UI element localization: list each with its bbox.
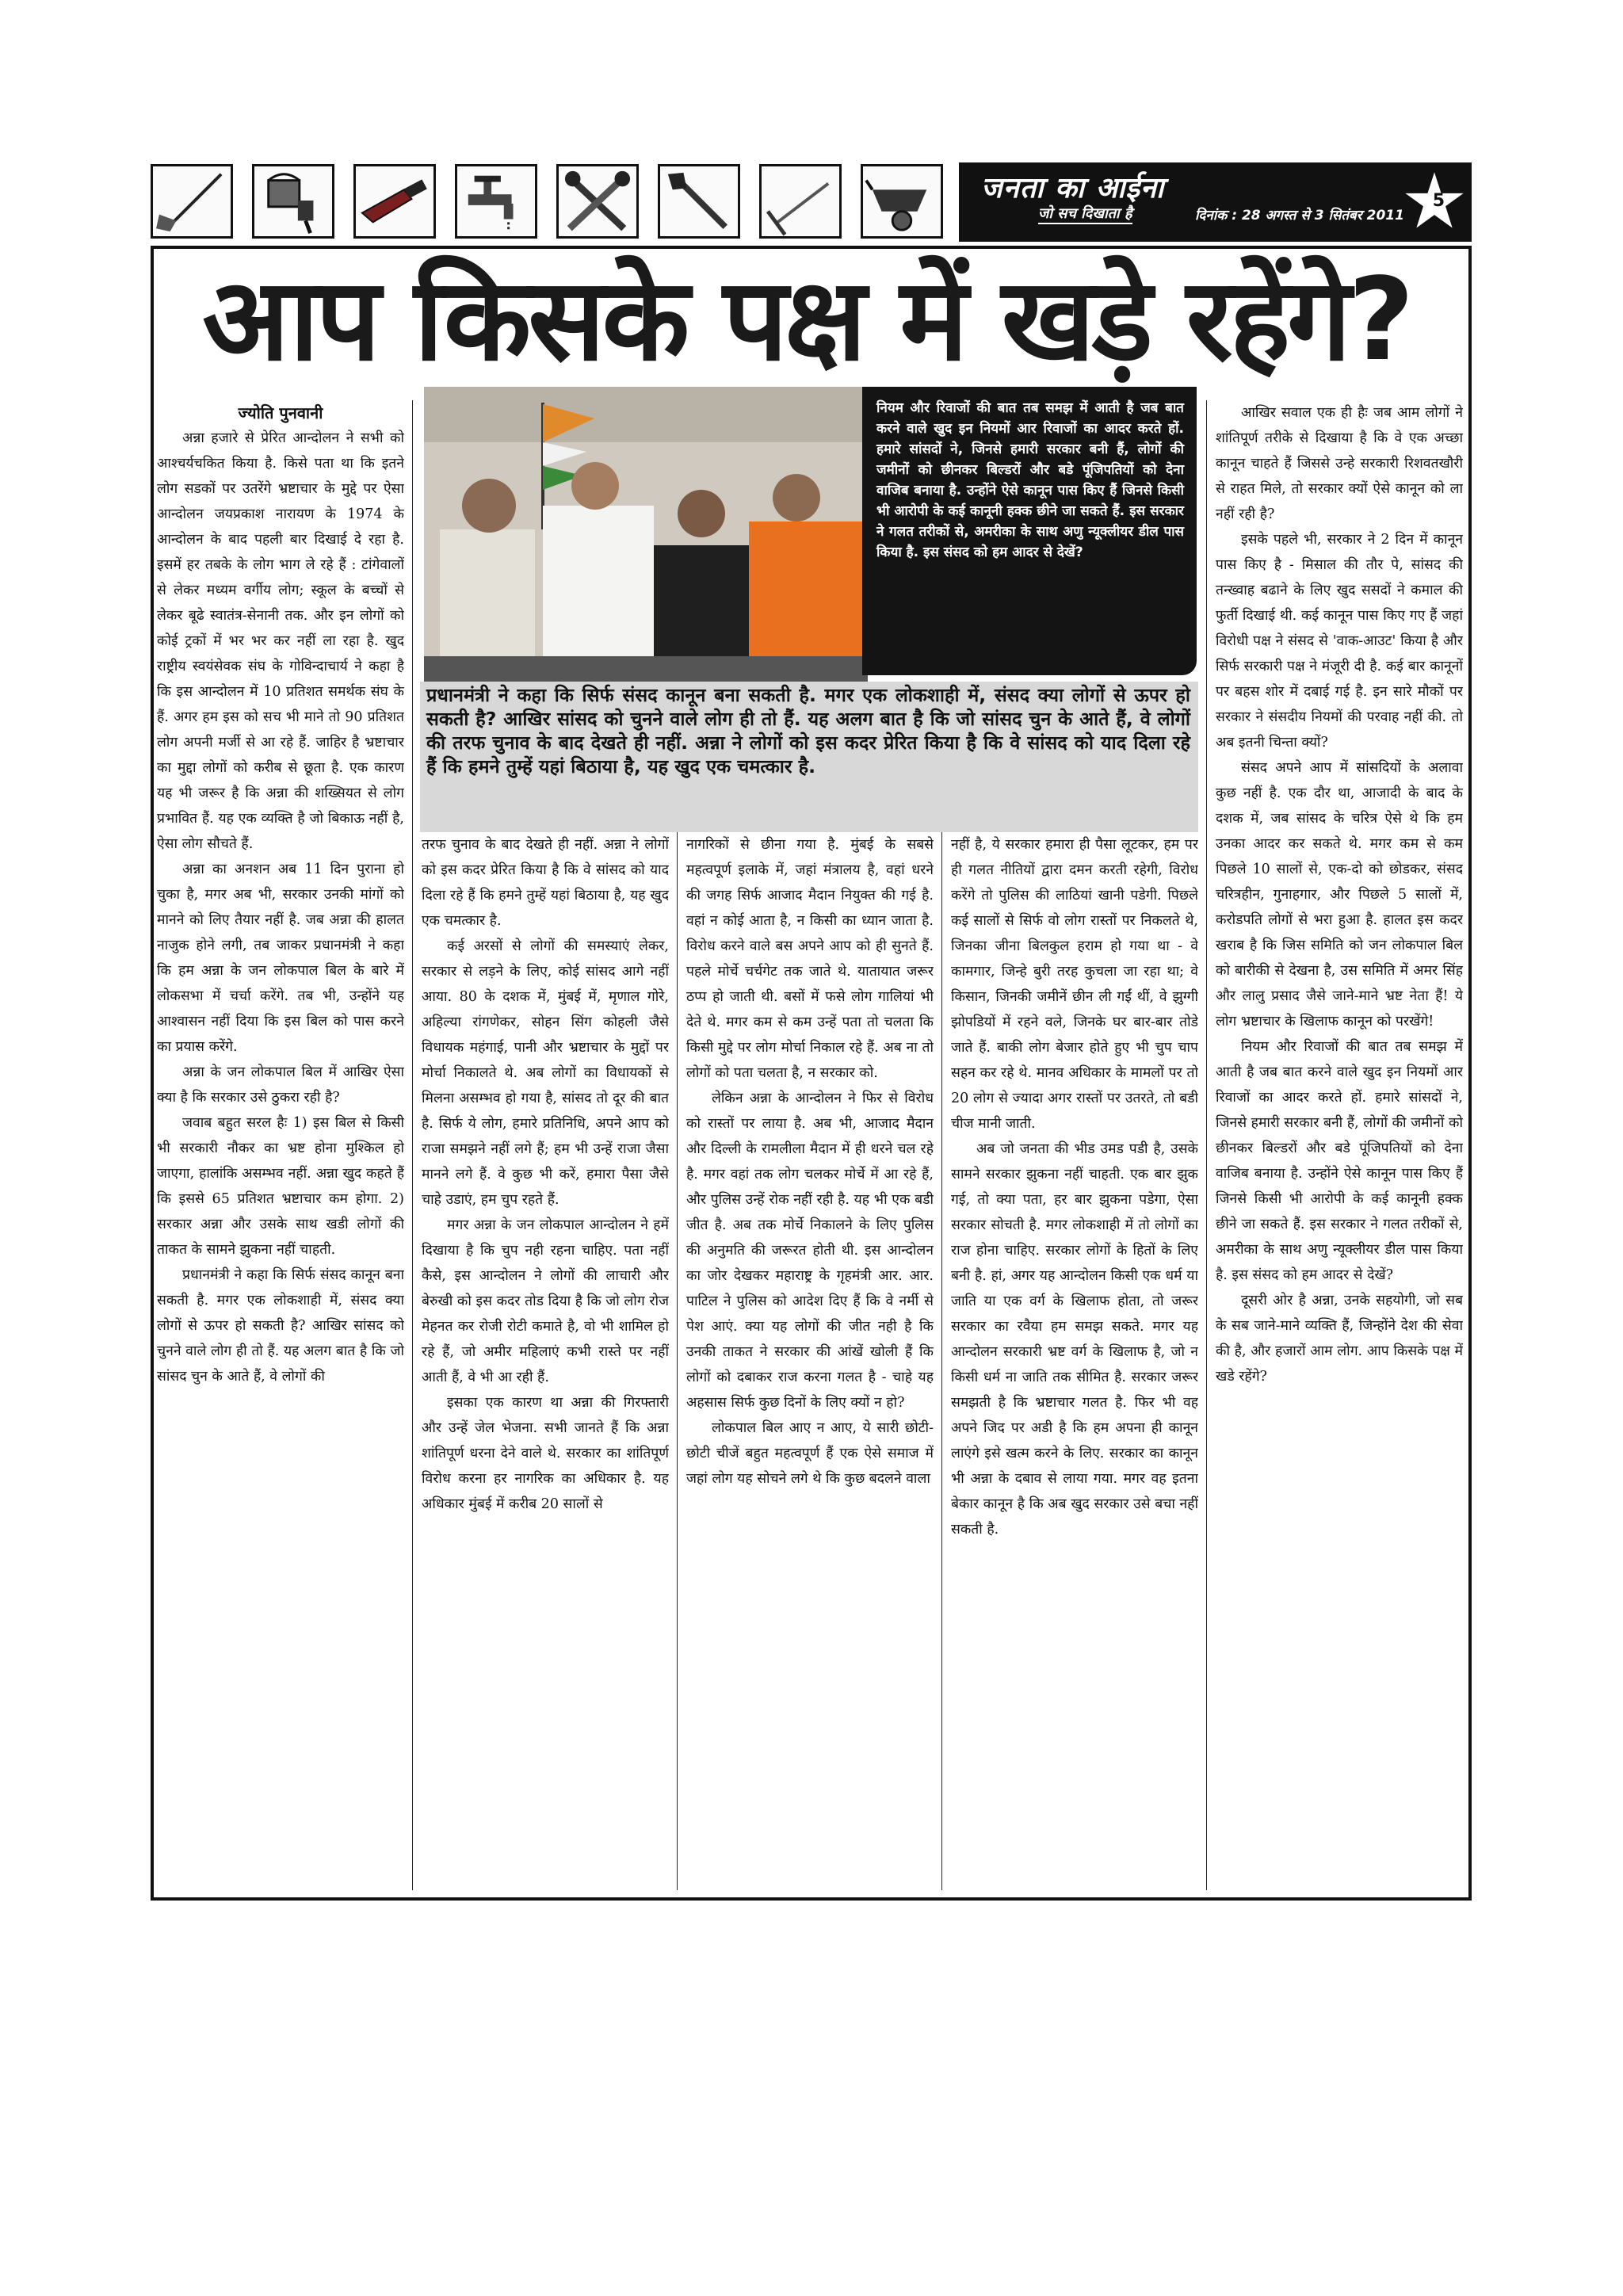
rake-icon [759,164,842,239]
paragraph: दूसरी ओर है अन्ना, उनके सहयोगी, जो सब के सब जाने-माने व्यक्ति हैं, जिन्होंने देश की सेवा की है, और हजारों आम लोग. आप किसके पक्ष में खडे रहेंगे? [1216,1293,1463,1385]
page-header [151,162,1472,242]
paragraph: इसके पहले भी, सरकार ने 2 दिन में कानून पास किए है - मिसाल की तौर पे, सांसद की तन्ख्वाह बढाने के लिए खुद ससदों ने कमाल की फुर्ती दिखाई थी. कई कानून पास किए गए हैं जहां विरोधी पक्ष ने संसद से 'वाक-आउट' किया है और सिर्फ सरकारी पक्ष ने मंजूरी दी है. कई बार कानूनों पर बहस शोर में दबाई गई है. इन सारे मौकों पर सरकार ने संसदीय नियमों की परवाह नहीं की. तो अब इतनी चिन्ता क्यों? [1216,532,1463,751]
issue-date: दिनांक : 28 अगस्त से 3 सितंबर 2011 [1195,208,1404,223]
paragraph: नियम और रिवाजों की बात तब समझ में आती है जब बात करने वाले खुद इन नियमों आर रिवाजों का आदर करते हों. हमारे सांसदों ने, जिनसे हमारी सरकार बनी हैं, लोगों की जमीनों को छीनकर बिल्डरों और बडे पूंजिपतियों को देना वाजिब बनाया है. उन्होंने ऐसे कानून पास किए हैं जिनसे किसी भी आरोपी के कई कानूनी हक्क छीने जा सकते हैं. इस सरकार ने गलत तरीकों से, अमरीका के साथ अणु न्यूक्लीयर डील पास किया है. इस संसद को हम आदर से देखें? [1216,1039,1463,1283]
paragraph: आखिर सवाल एक ही हैः जब आम लोगों ने शांतिपूर्ण तरीके से दिखाया है कि वे एक अच्छा कानून चाहते हैं जिससे उन्हे सरकारी रिशवतखौरी से राहत मिले, तो सरकार क्यों ऐसे कानून को ला नहीं रही है? [1216,405,1463,522]
callout-box: नियम और रिवाजों की बात तब समझ में आती है जब बात करने वाले खुद इन नियमों आर रिवाजों का आदर करते हों. हमारे सांसदों ने, जिनसे हमारी सरकार बनी हैं, लोगों की जमीनों को छीनकर बिल्डरों और बडे पूंजिपतियों को देना वाजिब बनाया है. उन्होंने ऐसे कानून पास किए हैं जिनसे किसी भी आरोपी के कई कानूनी हक्क छीने जा सकते हैं. इस सरकार ने गलत तरीकों से, अमरीका के साथ अणु न्यूक्लीयर डील पास किया है. इस संसद को हम आदर से देखें? [862,387,1197,675]
column-divider [1206,400,1207,1890]
paragraph: कई अरसों से लोगों की समस्याएं लेकर, सरकार से लड़ने के लिए, कोई सांसद आगे नहीं आया. 80 के दशक में, मुंबई में, मृणाल गोरे, अहिल्या रांगणेकर, सोहन सिंग कोहली जैसे विधायक महंगाई, पानी और भ्रष्टाचार के मुद्दों पर मोर्चा निकालते थे. अब लोगों का विधायकों से मिलना असम्भव हो गया है, सांसद तो दूर की बात है. सिर्फ ये लोग, हमारे प्रतिनिधि, अपने आप को राजा समझने नहीं लगे हैं; हम भी उन्हें राजा जैसा मानने लगे हैं. वे कुछ भी करें, हमारा पैसा जैसे चाहे उडाएं, हम चुप रहते हैं. [422,938,669,1208]
hoe-icon [151,164,233,239]
column-divider [412,400,413,1890]
article-column-2 [422,832,669,1890]
paragraph: अन्ना के जन लोकपाल बिल में आखिर ऐसा क्या है कि सरकार उसे ठुकरा रही है? [157,1064,404,1106]
newspaper-tagline: जो सच दिखाता है [1038,204,1132,224]
crossed-tools-icon [556,164,639,239]
masthead [959,162,1472,242]
paragraph: नहीं है, ये सरकार हमारा ही पैसा लूटकर, हम पर ही गलत नीतियों द्वारा दमन करती रहेगी, विरोध करेंगे तो पुलिस की लाठियां खानी पडेगी. पिछले कई सालों से सिर्फ वो लोग रास्तों पर निकलते थे, जिनका जीना बिलकुल हराम हो गया था - वे कामगार, जिन्हे बुरी तरह कुचला जा रहा था; वे किसान, जिनकी जमीनें छीन ली गईं थीं, वे झुग्गी झोपडियों में रहने वले, जिनके घर बार-बार तोडे जाते हैं. बाकी लोग बेजार होते हुए भी चुप चाप सहन कर रहे थे. मानव अधिकार के मामलों पर तो 20 लोग से ज्यादा अगर रास्तों पर उतरते, तो बडी चीज मानी जाती. [951,837,1198,1132]
paragraph: लेकिन अन्ना के आन्दोलन ने फिर से विरोध को रास्तों पर लाया है. अब भी, आजाद मैदान और दिल्ली के रामलीला मैदान में ही धरने चल रहे है. मगर वहां तक लोग चलकर मोर्चे में आ रहे हैं, और पुलिस उन्हें रोक नहीं रही है. यह भी एक बडी जीत है. अब तक मोर्चे निकालने के लिए पुलिस की अनुमति की जरूरत होती थी. इस आन्दोलन का जोर देखकर महाराष्ट्र के गृहमंत्री आर. आर. पाटिल ने पुलिस को आदेश दिए हैं कि वे नर्मी से पेश आएं. क्या यह लोगों की जीत नही है कि उनकी ताकत ने सरकार की आंखें खोली हैं कि लोगों को दबाकर राज करना गलत है - चाहे यह अहसास सिर्फ कुछ दिनों के लिए क्यों न हो? [686,1091,934,1411]
paragraph: तरफ चुनाव के बाद देखते ही नहीं. अन्ना ने लोगों को इस कदर प्रेरित किया है कि वे सांसद को याद दिला रहे हैं कि हमने तुम्हें यहां बिठाया है, यह खुद एक चमत्कार है. [422,837,669,929]
trowel-icon [353,164,436,239]
wheelbarrow-icon [861,164,943,239]
paragraph: जवाब बहुत सरल हैः 1) इस बिल से किसी भी सरकारी नौकर का भ्रष्ट होना मुश्किल हो जाएगा, हालांकि असम्भव नहीं. अन्ना खुद कहते हैं कि इससे 65 प्रतिशत भ्रष्टाचार कम होगा. 2) सरकार अन्ना और उसके साथ खडी लोगों की ताकत के सामने झुकना नहीं चाहती. [157,1115,404,1258]
article-column-4 [951,832,1198,1890]
paragraph: अब जो जनता की भीड उमड पडी है, उसके सामने सरकार झुकना नहीं चाहती. एक बार झुक गई, तो क्या पता, हर बार झुकना पडेगा, ऐसा सरकार सोचती है. मगर लोकशाही में तो लोगों का राज होना चाहिए. सरकार लोगों के हितों के लिए बनी है. हां, अगर यह आन्दोलन किसी एक धर्म या जाति या एक वर्ग के खिलाफ होता, तो जरूर सरकार का रवैया हम समझ सकते. मगर यह आन्दोलन सरकारी भ्रष्ट वर्ग के खिलाफ है, जो न किसी धर्म ना जाति तक सीमित है. सरकार जरूर समझती है कि भ्रष्टाचार गलत है. फिर भी वह अपने जिद पर अडी है कि हम अपना ही कानून लाएंगे इसे खत्म करने के लिए. सरकार का कानून भी अन्ना के दबाव से लाया गया. मगर वह इतना बेकार कानून है कि अब खुद सरकार उसे बचा नहीं सकती है. [951,1141,1198,1538]
paragraph: संसद अपने आप में सांसदियों के अलावा कुछ नहीं है. एक दौर था, आजादी के बाद के दशक में, जब सांसद के चरित्र ऐसे थे कि हम उनका आदर कर सकते थे. मगर कम से कम पिछले 10 सालों से, एक-दो को छोडकर, संसद चरित्रहीन, गुनाहगार, और पिछले 5 सालों में, करोडपति लोगों से भरा हुआ है. हालत इस कदर खराब है कि जिस समिति को जन लोकपाल बिल को बारीकी से देखना है, उस समिति में अमर सिंह और लालु प्रसाद जैसे जाने-माने भ्रष्ट नेता हैं! ये लोग भ्रष्टाचार के खिलाफ कानून को परखेंगे! [1216,760,1463,1030]
paragraph: अन्ना का अनशन अब 11 दिन पुराना हो चुका है, मगर अब भी, सरकार उनकी मांगों को मानने को लिए तैयार नहीं है. जब अन्ना की हालत नाजुक होने लगी, तब जाकर प्रधानमंत्री ने कहा कि हम अन्ना के जन लोकपाल बिल के बारे में लोकसभा में चर्चा करेंगे. तब भी, उन्होंने यह आश्वासन नहीं दिया कि इस बिल को पास करने का प्रयास करेंगे. [157,861,404,1055]
byline: ज्योति पुनवानी [238,403,323,422]
paragraph: अन्ना हजारे से प्रेरित आन्दोलन ने सभी को आश्चर्यचकित किया है. किसे पता था कि इतने लोग सडकों पर उतरेंगे भ्रष्टाचार के मुद्दे पर ऐसा आन्दोलन जयप्रकाश नारायण के 1974 के आन्दोलन के बाद पहली बार दिखाई दे रहा है. इसमें हर तबके के लोग भाग ले रहे हैं : टांगेवालों से लेकर मध्यम वर्गीय लोग; स्कूल के बच्चों से लेकर बूढे स्वातंत्र-सेनानी तक. और इन लोगों को कोई ट्रकों में भर भर कर नहीं ला रहा है. खुद राष्ट्रीय स्वयंसेवक संघ के गोविन्दाचार्य ने कहा है कि इस आन्दोलन में 10 प्रतिशत समर्थक संघ के हैं. अगर हम इस को सच भी माने तो 90 प्रतिशत लोग अपनी मर्जी से आ रहे हैं. जाहिर है भ्रष्टाचार का मुद्दा लोगों को करीब से छूता है. एक कारण यह भी जरूर है कि अन्ना की शख्सियत से लोग प्रभावित हैं. यह एक व्यक्ति है जो बिकाऊ नहीं है, ऐसा लोग सौचते हैं. [157,430,404,852]
column-divider [941,832,942,1890]
page-number: 5 [1432,191,1445,211]
paragraph: नागरिकों से छीना गया है. मुंबई के सबसे महत्वपूर्ण इलाके में, जहां मंत्रालय है, वहां धरने की जगह सिर्फ आजाद मैदान नियुक्त की गई है. वहां न कोई आता है, न किसी का ध्यान जाता है. विरोध करने वाले बस अपने आप को ही सुनते हैं. पहले मोर्चे चर्चगेट तक जाते थे. यातायात जरूर ठप्प हो जाती थी. बसों में फसे लोग गालियां भी देते थे. मगर कम से कम उन्हें पता तो चलता कि किसी मुद्दे पर लोग मोर्चा निकाल रहे हैं. अब ना तो लोगों को पता चलता है, न सरकार को. [686,837,934,1081]
newspaper-name: जनता का आईना [981,172,1165,204]
column-divider [677,832,678,1890]
article-column-1 [157,400,404,1890]
paint-bucket-icon [252,164,334,239]
article-column-3 [686,832,934,1890]
paragraph: प्रधानमंत्री ने कहा कि सिर्फ संसद कानून बना सकती है. मगर एक लोकशाही में, संसद क्या लोगों से ऊपर हो सकती है? आखिर सांसद को चुनने वाले लोग ही तो हैं. यह अलग बात है कि जो सांसद चुन के आते हैं, वे लोगों की [157,1267,404,1385]
pull-quote: प्रधानमंत्री ने कहा कि सिर्फ संसद कानून बना सकती है. मगर एक लोकशाही में, संसद क्या लोगों से ऊपर हो सकती है? आखिर सांसद को चुनने वाले लोग ही तो हैं. यह अलग बात है कि जो सांसद चुन के आते हैं, वे लोगों की तरफ चुनाव के बाद देखते ही नहीं. अन्ना ने लोगों को इस कदर प्रेरित किया है कि वे सांसद को याद दिला रहे हैं कि हमने तुम्हें यहां बिठाया है, यह खुद एक चमत्कार है. [420,682,1198,832]
paragraph: इसका एक कारण था अन्ना की गिरफ्तारी और उन्हें जेल भेजना. सभी जानते हैं कि अन्ना शांतिपूर्ण धरना देने वाले थे. सरकार का शांतिपूर्ण विरोध करना हर नागरिक का अधिकार है. यह अधिकार मुंबई में करीब 20 सालों से [422,1395,669,1512]
headline: आप किसके पक्ष में खड़े रहेंगे? [202,253,1411,386]
paragraph: लोकपाल बिल आए न आए, ये सारी छोटी-छोटी चीजें बहुत महत्वपूर्ण हैं एक ऐसे समाज में जहां लोग यह सोचने लगे थे कि कुछ बदलने वाला [686,1420,934,1487]
water-tap-icon [455,164,537,239]
wrench-icon [658,164,740,239]
paragraph: मगर अन्ना के जन लोकपाल आन्दोलन ने हमें दिखाया है कि चुप नही रहना चाहिए. पता नहीं कैसे, इस आन्दोलन ने लोगों की लाचारी और बेरुखी को इस कदर तोड दिया है कि जो लोग रोज मेहनत कर रोजी रोटी कमाते है, वो भी शामिल हो रहे हैं, जो अमीर महिलाएं कभी रास्ते पर नहीं आती हैं, वे भी आ रही हैं. [422,1217,669,1385]
article-column-5 [1216,400,1463,1890]
protest-photo [424,387,868,682]
